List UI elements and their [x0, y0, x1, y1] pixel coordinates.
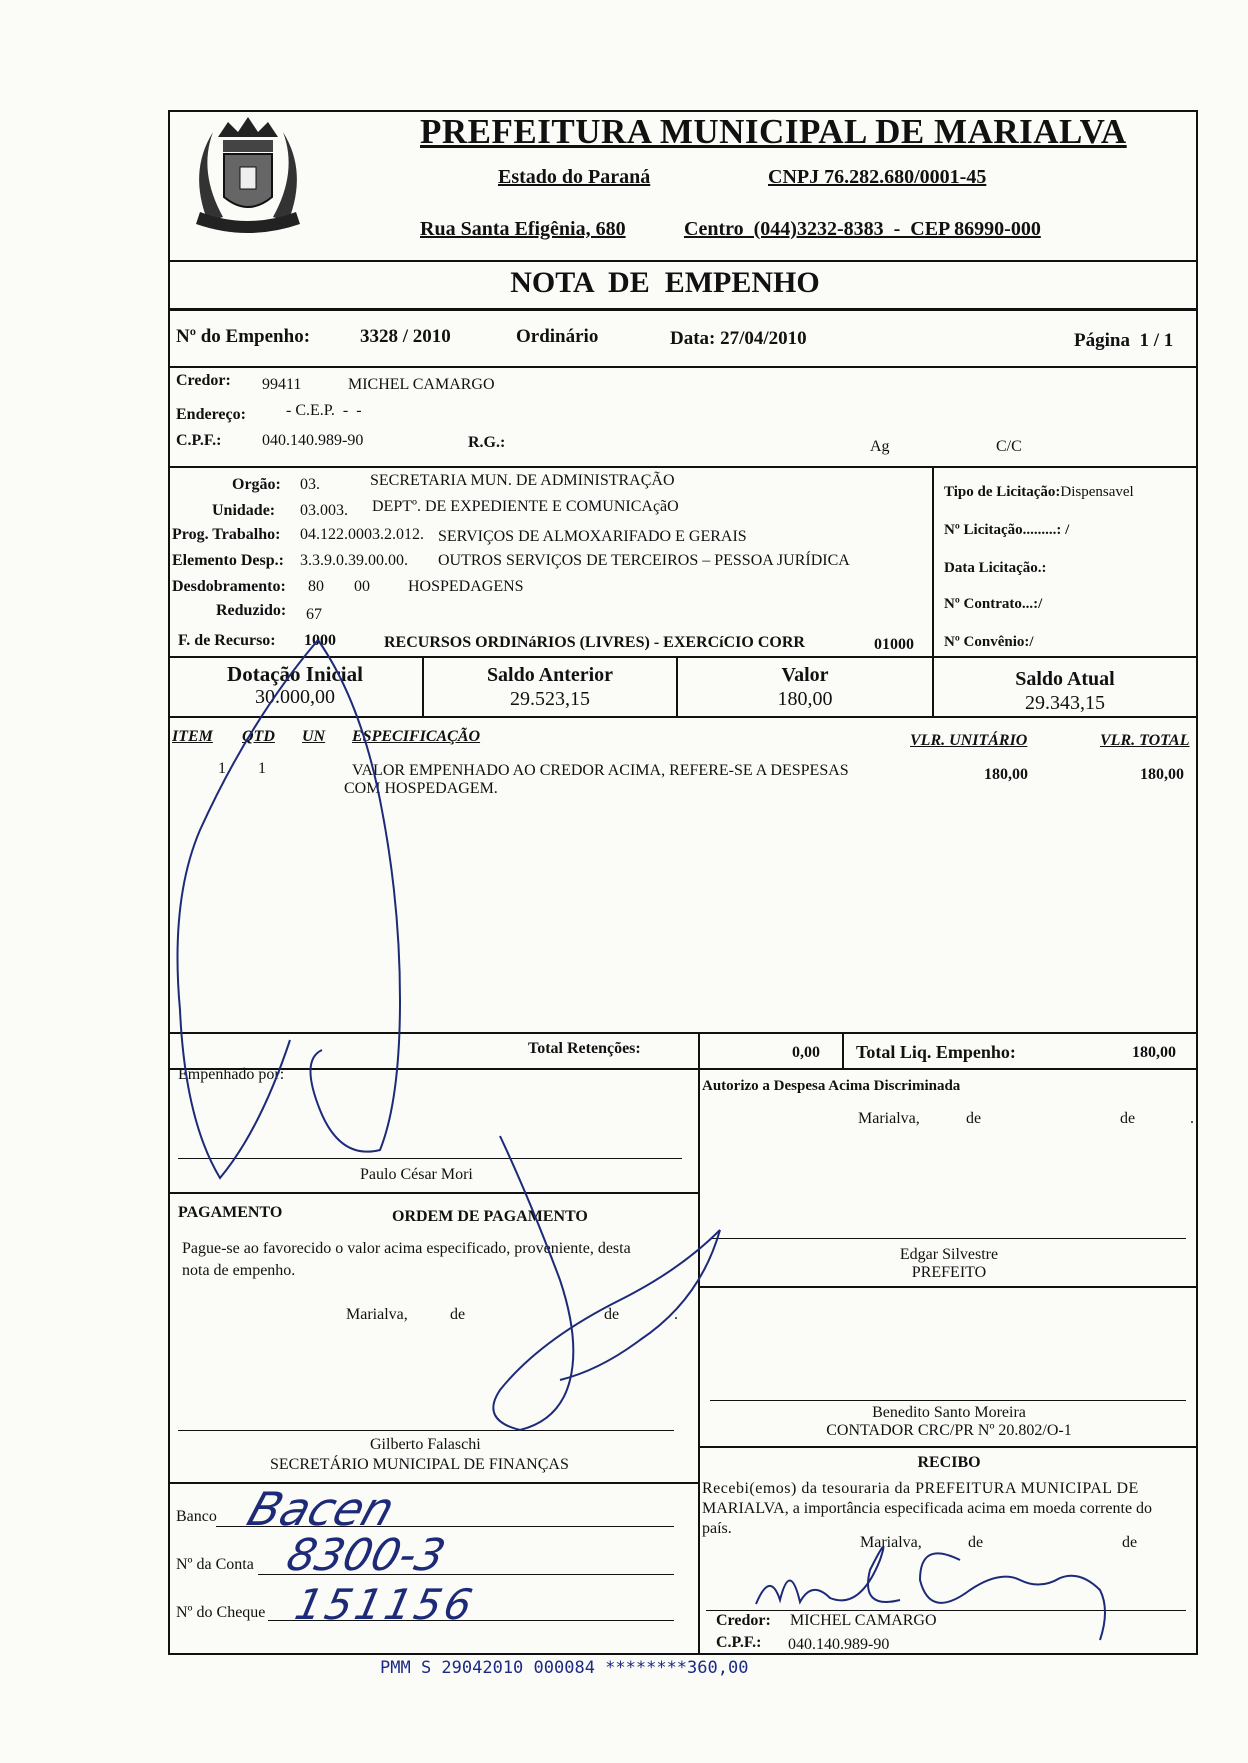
recibo-texto-2: MARIALVA, a importância especificada acima em moeda corrente do: [702, 1500, 1153, 1517]
empenhado-nome: Paulo César Mori: [360, 1166, 473, 1183]
endereco-value: - C.E.P. - -: [286, 402, 362, 419]
recibo-texto-3: país.: [702, 1520, 732, 1537]
orgao-label: Orgão:: [232, 476, 281, 493]
prog-desc: SERVIÇOS DE ALMOXARIFADO E GERAIS: [438, 528, 747, 545]
licitacao-numero: Nº Licitação.........: /: [944, 522, 1070, 538]
pagamento-texto-2: nota de empenho.: [182, 1262, 296, 1279]
col-vlr-unitario: VLR. UNITÁRIO: [910, 732, 1028, 749]
credor-name: MICHEL CAMARGO: [348, 376, 495, 393]
retencoes-label: Total Retenções:: [528, 1040, 641, 1057]
contador-nome: Benedito Santo Moreira: [872, 1404, 1026, 1421]
address-rest: Centro (044)3232-8383 - CEP 86990-000: [684, 218, 1041, 240]
desdob-desc: HOSPEDAGENS: [408, 578, 524, 595]
col-un: UN: [302, 728, 326, 745]
empenho-type: Ordinário: [516, 326, 599, 347]
unidade-code: 03.003.: [300, 502, 348, 519]
state-label: Estado do Paraná: [498, 166, 651, 188]
desdob-code2: 00: [354, 578, 370, 595]
row-item: 1: [218, 760, 226, 777]
recurso-num: 01000: [874, 636, 914, 653]
pagamento-de1: de: [450, 1306, 466, 1323]
empenhado-label: Empenhado por:: [178, 1066, 285, 1083]
footer-stamp: PMM S 29042010 000084 ********360,00: [380, 1658, 749, 1678]
valor-label: Valor: [781, 664, 829, 686]
conta-label: Nº da Conta: [176, 1556, 254, 1573]
col-vlr-total: VLR. TOTAL: [1100, 732, 1190, 749]
orgao-desc: SECRETARIA MUN. DE ADMINISTRAÇÃO: [370, 472, 675, 489]
licitacao-tipo: [944, 484, 1134, 501]
desdob-code1: 80: [308, 578, 324, 595]
elem-label: Elemento Desp.:: [172, 552, 284, 569]
autorizo-de2: de: [1120, 1110, 1136, 1127]
contrato-numero: Nº Contrato...:/: [944, 596, 1043, 612]
recibo-cpf-label: C.P.F.:: [716, 1634, 762, 1651]
secretario-nome: Gilberto Falaschi: [370, 1436, 481, 1453]
liq-empenho-label: Total Liq. Empenho:: [856, 1042, 1016, 1062]
page-title: PREFEITURA MUNICIPAL DE MARIALVA: [420, 112, 1127, 151]
cpf-value: 040.140.989-90: [262, 432, 364, 449]
valor-value: 180,00: [777, 688, 833, 710]
desdob-label: Desdobramento:: [172, 578, 286, 595]
col-especificacao: ESPECIFICAÇÃO: [352, 728, 481, 745]
recibo-de1: de: [968, 1534, 984, 1551]
recibo-de2: de: [1122, 1534, 1138, 1551]
contador-cargo: CONTADOR CRC/PR Nº 20.802/O-1: [826, 1422, 1072, 1439]
pagamento-de2: de: [604, 1306, 620, 1323]
unidade-desc: DEPTº. DE EXPEDIENTE E COMUNICAçãO: [372, 498, 679, 515]
ordem-pagamento-label: ORDEM DE PAGAMENTO: [392, 1208, 588, 1225]
autorizo-de1: de: [966, 1110, 982, 1127]
recibo-credor-label: Credor:: [716, 1612, 771, 1629]
pagamento-label: PAGAMENTO: [178, 1204, 283, 1221]
banco-label: Banco: [176, 1508, 217, 1525]
prog-label: Prog. Trabalho:: [172, 526, 281, 543]
anterior-value: 29.523,15: [510, 688, 590, 710]
recurso-code: 1000: [304, 632, 336, 649]
recibo-texto-1: Recebi(emos) da tesouraria da PREFEITURA MUNICIPAL DE: [702, 1480, 1139, 1497]
dotacao-label: Dotação Inicial: [227, 662, 363, 686]
atual-value: 29.343,15: [1025, 692, 1105, 714]
cheque-label: Nº do Cheque: [176, 1604, 266, 1621]
recibo-local: Marialva,: [860, 1534, 922, 1551]
liq-empenho-value: 180,00: [1132, 1044, 1176, 1061]
row-esp-line2: COM HOSPEDAGEM.: [344, 780, 498, 797]
banco-handwritten: Bacen: [241, 1482, 402, 1536]
dotacao-value: 30.000,00: [255, 686, 335, 708]
unidade-label: Unidade:: [212, 502, 276, 519]
cheque-handwritten: 151156: [290, 1580, 480, 1629]
atual-label: Saldo Atual: [1015, 668, 1115, 690]
ag-label: Ag: [870, 438, 890, 455]
col-item: ITEM: [172, 728, 213, 745]
prefeito-nome: Edgar Silvestre: [899, 1246, 999, 1263]
licitacao-tipo-value: Dispensavel: [1060, 484, 1134, 500]
endereco-label: Endereço:: [176, 406, 246, 423]
street-label: Rua Santa Efigênia, 680: [420, 218, 626, 240]
pagamento-local: Marialva,: [346, 1306, 408, 1323]
cc-label: C/C: [996, 438, 1022, 455]
cnpj-label: CNPJ 76.282.680/0001-45: [768, 166, 987, 188]
cpf-label: C.P.F.:: [176, 432, 222, 449]
recibo-cpf-value: 040.140.989-90: [788, 1636, 890, 1653]
anterior-label: Saldo Anterior: [486, 664, 614, 686]
reduzido-label: Reduzido:: [216, 602, 287, 619]
prefeito-cargo: PREFEITO: [911, 1264, 987, 1281]
recurso-label: F. de Recurso:: [178, 632, 276, 649]
licitacao-data: Data Licitação.:: [944, 560, 1047, 576]
conta-handwritten: 8300-3: [281, 1530, 451, 1581]
row-vlr-unitario: 180,00: [984, 766, 1028, 783]
municipal-seal: [178, 112, 318, 247]
empenho-value: 3328 / 2010: [360, 326, 451, 347]
empenho-date: Data: 27/04/2010: [670, 328, 807, 349]
recibo-title: RECIBO: [917, 1454, 981, 1471]
row-qtd: 1: [258, 760, 266, 777]
row-esp-line1: VALOR EMPENHADO AO CREDOR ACIMA, REFERE-SE A DESPESAS: [352, 762, 849, 779]
autorizo-dot: .: [1190, 1110, 1194, 1127]
elem-code: 3.3.9.0.39.00.00.: [300, 552, 408, 569]
credor-label: Credor:: [176, 372, 231, 389]
prog-code: 04.122.0003.2.012.: [300, 526, 424, 543]
doc-title: NOTA DE EMPENHO: [510, 266, 820, 299]
autorizo-title: Autorizo a Despesa Acima Discriminada: [702, 1078, 961, 1094]
reduzido-value: 67: [306, 606, 322, 623]
recibo-credor-value: MICHEL CAMARGO: [790, 1612, 937, 1629]
convenio-numero: Nº Convênio:/: [944, 634, 1034, 650]
pagamento-dot: .: [674, 1306, 678, 1323]
autorizo-local: Marialva,: [858, 1110, 920, 1127]
orgao-code: 03.: [300, 476, 320, 493]
licitacao-tipo-label: Tipo de Licitação:: [944, 484, 1061, 500]
rg-label: R.G.:: [468, 434, 506, 451]
col-qtd: QTD: [242, 728, 275, 745]
row-vlr-total: 180,00: [1140, 766, 1184, 783]
pagamento-texto-1: Pague-se ao favorecido o valor acima especificado, proveniente, desta: [182, 1240, 631, 1257]
retencoes-value: 0,00: [792, 1044, 820, 1061]
page-number: Página 1 / 1: [1074, 330, 1174, 351]
empenho-label: Nº do Empenho:: [176, 326, 311, 347]
secretario-cargo: SECRETÁRIO MUNICIPAL DE FINANÇAS: [270, 1456, 569, 1473]
recurso-desc: RECURSOS ORDINáRIOS (LIVRES) - EXERCíCIO CORR: [384, 634, 805, 651]
elem-desc: OUTROS SERVIÇOS DE TERCEIROS – PESSOA JURÍDICA: [438, 552, 850, 569]
credor-code: 99411: [262, 376, 302, 393]
